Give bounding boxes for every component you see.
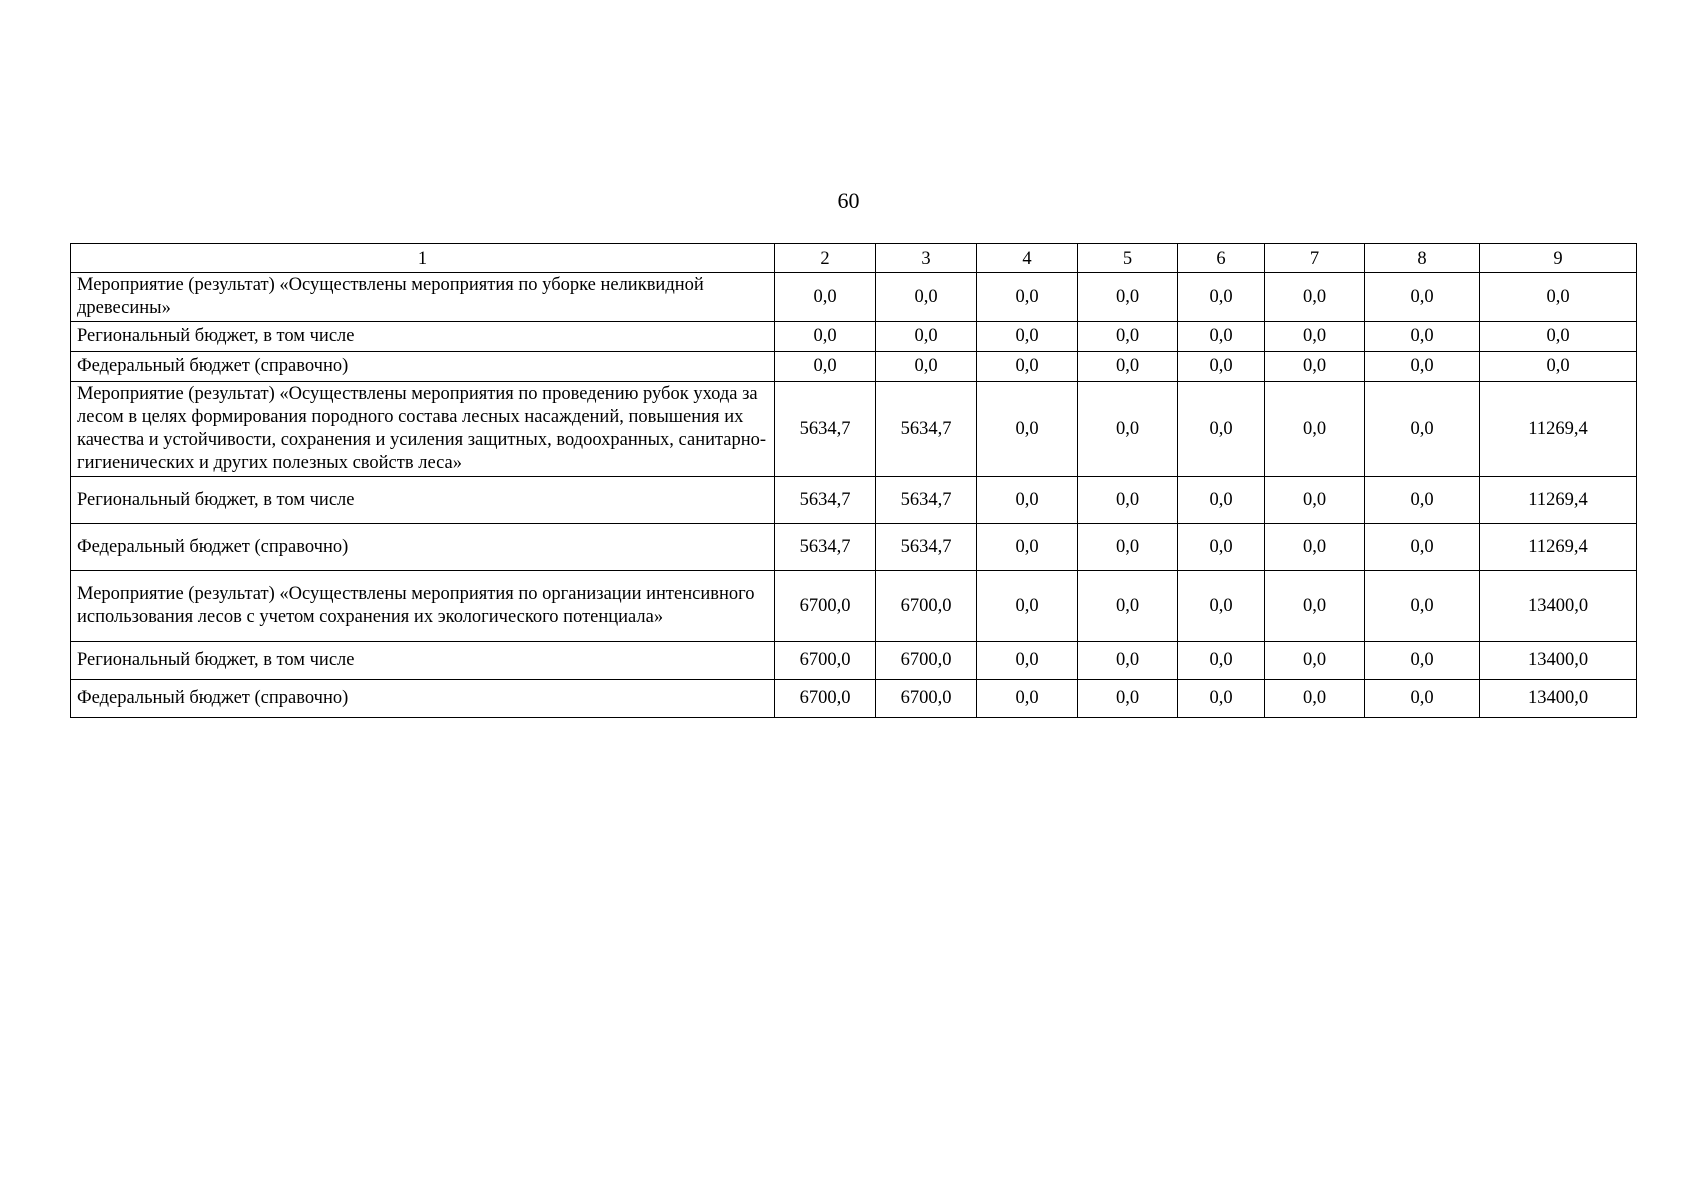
- value-cell: 0,0: [1265, 477, 1365, 524]
- value-cell: 0,0: [876, 322, 977, 352]
- value-cell: 0,0: [876, 352, 977, 382]
- value-cell: 0,0: [1365, 273, 1480, 322]
- header-cell: 5: [1078, 244, 1178, 273]
- value-cell: 0,0: [1265, 680, 1365, 718]
- value-cell: 0,0: [1078, 322, 1178, 352]
- value-cell: 13400,0: [1480, 642, 1637, 680]
- header-cell: 3: [876, 244, 977, 273]
- value-cell: 0,0: [977, 322, 1078, 352]
- page-number: 60: [837, 188, 860, 213]
- row-label: Мероприятие (результат) «Осуществлены мероприятия по проведению рубок ухода за лесом в целях формирования породного состава лесных насаждений, повышения их качества и устойчивости, сохранения и усиления защитных, водоохранных, санитарно-гигиенических и других полезных свойств леса»: [71, 382, 775, 477]
- value-cell: 0,0: [1480, 322, 1637, 352]
- value-cell: 0,0: [1265, 382, 1365, 477]
- value-cell: 0,0: [1365, 352, 1480, 382]
- value-cell: 6700,0: [775, 571, 876, 642]
- value-cell: 0,0: [775, 352, 876, 382]
- table-row: [71, 680, 1637, 718]
- header-cell: 9: [1480, 244, 1637, 273]
- row-label: Федеральный бюджет (справочно): [71, 680, 775, 718]
- value-cell: 0,0: [977, 273, 1078, 322]
- value-cell: 0,0: [1480, 352, 1637, 382]
- value-cell: 6700,0: [775, 680, 876, 718]
- row-label: Мероприятие (результат) «Осуществлены мероприятия по организации интенсивного использования лесов с учетом сохранения их экологического потенциала»: [71, 571, 775, 642]
- value-cell: 0,0: [1078, 680, 1178, 718]
- table-row: [71, 642, 1637, 680]
- value-cell: 0,0: [1365, 524, 1480, 571]
- value-cell: 5634,7: [876, 477, 977, 524]
- value-cell: 0,0: [977, 352, 1078, 382]
- table-row: [71, 322, 1637, 352]
- value-cell: 11269,4: [1480, 524, 1637, 571]
- table-row: [71, 273, 1637, 322]
- value-cell: 0,0: [1365, 382, 1480, 477]
- value-cell: 0,0: [1365, 571, 1480, 642]
- value-cell: 0,0: [1265, 322, 1365, 352]
- row-label: Мероприятие (результат) «Осуществлены мероприятия по уборке неликвидной древесины»: [71, 273, 775, 322]
- value-cell: 0,0: [1178, 382, 1265, 477]
- value-cell: 5634,7: [775, 382, 876, 477]
- value-cell: 0,0: [1265, 642, 1365, 680]
- header-cell: 6: [1178, 244, 1265, 273]
- value-cell: 0,0: [876, 273, 977, 322]
- row-label: Региональный бюджет, в том числе: [71, 642, 775, 680]
- table-row: [71, 477, 1637, 524]
- row-label: Региональный бюджет, в том числе: [71, 477, 775, 524]
- header-cell: 2: [775, 244, 876, 273]
- value-cell: 5634,7: [775, 524, 876, 571]
- value-cell: 0,0: [977, 571, 1078, 642]
- table-row: [71, 352, 1637, 382]
- value-cell: 0,0: [1078, 524, 1178, 571]
- value-cell: 0,0: [1178, 680, 1265, 718]
- table-row: [71, 524, 1637, 571]
- header-cell: 1: [71, 244, 775, 273]
- table-header-row: [71, 244, 1637, 273]
- table-row: [71, 382, 1637, 477]
- value-cell: 0,0: [977, 524, 1078, 571]
- value-cell: 0,0: [1365, 680, 1480, 718]
- value-cell: 11269,4: [1480, 382, 1637, 477]
- row-label: Региональный бюджет, в том числе: [71, 322, 775, 352]
- value-cell: 6700,0: [876, 571, 977, 642]
- value-cell: 0,0: [1178, 524, 1265, 571]
- value-cell: 0,0: [1078, 642, 1178, 680]
- value-cell: 0,0: [1178, 642, 1265, 680]
- value-cell: 0,0: [977, 477, 1078, 524]
- value-cell: 11269,4: [1480, 477, 1637, 524]
- value-cell: 0,0: [775, 322, 876, 352]
- value-cell: 0,0: [1178, 322, 1265, 352]
- value-cell: 0,0: [1178, 571, 1265, 642]
- budget-table: [70, 243, 1637, 718]
- value-cell: 6700,0: [876, 642, 977, 680]
- value-cell: 0,0: [1078, 382, 1178, 477]
- value-cell: 0,0: [1078, 273, 1178, 322]
- row-label: Федеральный бюджет (справочно): [71, 352, 775, 382]
- value-cell: 0,0: [1078, 352, 1178, 382]
- value-cell: 0,0: [1078, 477, 1178, 524]
- value-cell: 0,0: [1078, 571, 1178, 642]
- value-cell: 0,0: [977, 382, 1078, 477]
- header-cell: 4: [977, 244, 1078, 273]
- value-cell: 0,0: [1365, 477, 1480, 524]
- value-cell: 13400,0: [1480, 680, 1637, 718]
- value-cell: 0,0: [1480, 273, 1637, 322]
- value-cell: 5634,7: [775, 477, 876, 524]
- header-cell: 8: [1365, 244, 1480, 273]
- row-label: Федеральный бюджет (справочно): [71, 524, 775, 571]
- value-cell: 0,0: [977, 642, 1078, 680]
- value-cell: 0,0: [775, 273, 876, 322]
- table-row: [71, 571, 1637, 642]
- value-cell: 0,0: [1178, 477, 1265, 524]
- value-cell: 6700,0: [876, 680, 977, 718]
- value-cell: 5634,7: [876, 382, 977, 477]
- value-cell: 5634,7: [876, 524, 977, 571]
- value-cell: 0,0: [977, 680, 1078, 718]
- value-cell: 0,0: [1178, 273, 1265, 322]
- value-cell: 13400,0: [1480, 571, 1637, 642]
- value-cell: 0,0: [1265, 273, 1365, 322]
- value-cell: 0,0: [1265, 524, 1365, 571]
- header-cell: 7: [1265, 244, 1365, 273]
- value-cell: 0,0: [1265, 571, 1365, 642]
- value-cell: 0,0: [1365, 642, 1480, 680]
- value-cell: 0,0: [1178, 352, 1265, 382]
- value-cell: 0,0: [1365, 322, 1480, 352]
- value-cell: 6700,0: [775, 642, 876, 680]
- value-cell: 0,0: [1265, 352, 1365, 382]
